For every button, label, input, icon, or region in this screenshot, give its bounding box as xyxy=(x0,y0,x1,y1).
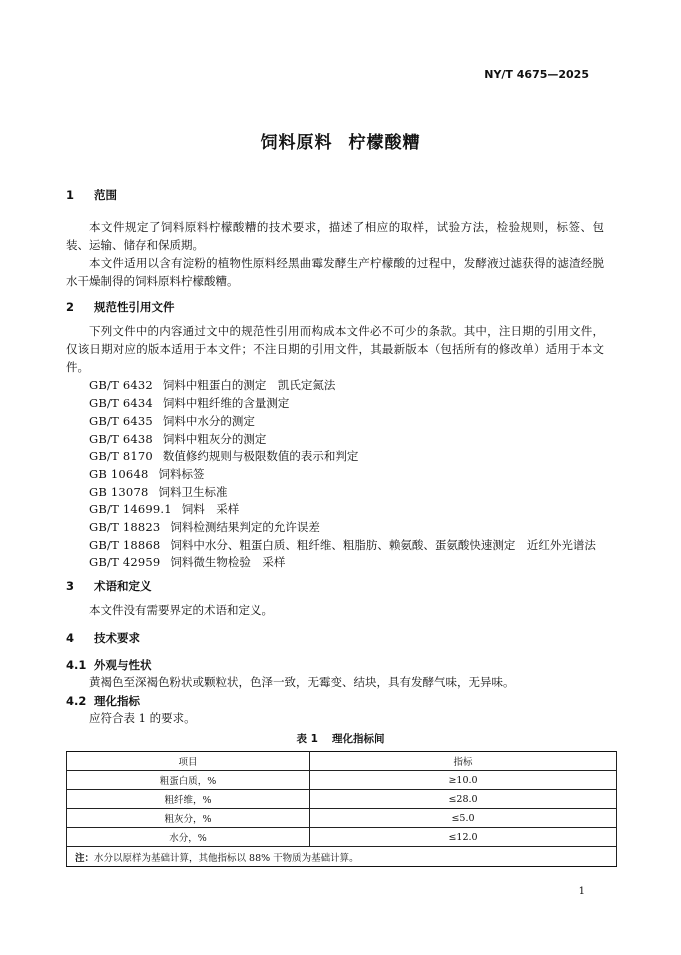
table-note xyxy=(67,847,617,867)
reference-item xyxy=(89,518,320,536)
reference-title: 饲料标签 xyxy=(158,467,205,481)
reference-item xyxy=(89,430,266,448)
table-cell: ≤12.0 xyxy=(310,828,617,847)
reference-title: 饲料检测结果判定的允许误差 xyxy=(170,520,320,534)
reference-title: 数值修约规则与极限数值的表示和判定 xyxy=(162,449,359,463)
indicator-table xyxy=(66,751,617,867)
reference-item xyxy=(89,483,227,501)
table-header-cell: 指标 xyxy=(310,752,617,771)
reference-item xyxy=(89,536,596,554)
reference-title: 饲料中粗蛋白的测定 凯氏定氮法 xyxy=(162,378,336,392)
table-header-cell: 项目 xyxy=(67,752,310,771)
section-1-paragraph-2: 本文件适用以含有淀粉的植物性原料经黑曲霉发酵生产柠檬酸的过程中，发酵液过滤获得的滤渣经脱水干燥制得的饲料原料柠檬酸糟。 xyxy=(66,256,604,288)
reference-code: GB/T 18823 xyxy=(89,520,161,534)
subsection-4-2-paragraph: 应符合表 1 的要求。 xyxy=(89,711,196,725)
section-1-paragraph-1: 本文件规定了饲料原料柠檬酸糟的技术要求，描述了相应的取样，试验方法，检验规则，标签、包装、运输、储存和保质期。 xyxy=(66,220,604,252)
table-cell: 粗灰分，% xyxy=(67,809,310,828)
table-cell: 粗纤维，% xyxy=(67,790,310,809)
section-2-heading xyxy=(66,299,175,315)
table-row xyxy=(67,771,617,790)
section-title: 理化指标 xyxy=(94,694,140,708)
reference-title: 饲料中水分、粗蛋白质、粗纤维、粗脂肪、赖氨酸、蛋氨酸快速测定 近红外光谱法 xyxy=(170,538,596,552)
table-cell: ≥10.0 xyxy=(310,771,617,790)
reference-code: GB/T 42959 xyxy=(89,555,161,569)
section-1-heading xyxy=(66,187,117,203)
title-part-2: 柠檬酸糟 xyxy=(348,133,421,153)
table-row xyxy=(67,809,617,828)
reference-code: GB/T 6438 xyxy=(89,432,153,446)
table-caption xyxy=(0,731,681,746)
reference-code: GB/T 14699.1 xyxy=(89,502,172,516)
subsection-4-2-heading xyxy=(66,693,140,709)
section-number: 4.1 xyxy=(66,658,87,672)
section-title: 术语和定义 xyxy=(94,579,152,593)
reference-item xyxy=(89,394,289,412)
section-2-paragraph-1: 下列文件中的内容通过文中的规范性引用而构成本文件必不可少的条款。其中，注日期的引用文件，仅该日期对应的版本适用于本文件；不注日期的引用文件，其最新版本（包括所有的修改单）适用于本文件。 xyxy=(66,324,604,374)
reference-title: 饲料中水分的测定 xyxy=(162,414,255,428)
section-title: 范围 xyxy=(94,188,117,202)
section-3-paragraph-1: 本文件没有需要界定的术语和定义。 xyxy=(89,603,273,617)
table-row xyxy=(67,790,617,809)
reference-title: 饲料微生物检验 采样 xyxy=(170,555,286,569)
section-title: 技术要求 xyxy=(94,631,140,645)
section-number: 3 xyxy=(66,579,75,593)
reference-item xyxy=(89,412,255,430)
table-caption-number: 表 1 xyxy=(296,733,318,745)
section-number: 1 xyxy=(66,188,75,202)
section-number: 2 xyxy=(66,300,75,314)
section-title: 规范性引用文件 xyxy=(94,300,175,314)
reference-title: 饲料 采样 xyxy=(181,502,240,516)
reference-item xyxy=(89,500,239,518)
standard-code: NY/T 4675—2025 xyxy=(484,68,589,81)
reference-code: GB 10648 xyxy=(89,467,149,481)
reference-code: GB/T 6434 xyxy=(89,396,153,410)
reference-code: GB/T 6435 xyxy=(89,414,153,428)
reference-code: GB/T 8170 xyxy=(89,449,153,463)
table-header-row xyxy=(67,752,617,771)
section-3-heading xyxy=(66,578,152,594)
reference-code: GB 13078 xyxy=(89,485,149,499)
subsection-4-1-heading xyxy=(66,657,152,673)
reference-item xyxy=(89,376,335,394)
reference-item xyxy=(89,553,285,571)
table-row xyxy=(67,828,617,847)
table-cell: ≤28.0 xyxy=(310,790,617,809)
table-note-label: 注： xyxy=(75,852,95,864)
table-cell: 水分，% xyxy=(67,828,310,847)
section-4-heading xyxy=(66,630,140,646)
page-number: 1 xyxy=(578,886,585,897)
table-cell: 粗蛋白质，% xyxy=(67,771,310,790)
page-title xyxy=(0,128,681,153)
section-number: 4.2 xyxy=(66,694,87,708)
table-note-text: 水分以原样为基础计算，其他指标以 88% 干物质为基础计算。 xyxy=(94,852,359,864)
table-caption-title: 理化指标间 xyxy=(331,733,385,745)
reference-title: 饲料中粗灰分的测定 xyxy=(162,432,267,446)
reference-code: GB/T 6432 xyxy=(89,378,153,392)
section-number: 4 xyxy=(66,631,75,645)
title-part-1: 饲料原料 xyxy=(260,133,333,153)
section-title: 外观与性状 xyxy=(94,658,152,672)
table-cell: ≤5.0 xyxy=(310,809,617,828)
table-note-row xyxy=(67,847,617,867)
reference-item xyxy=(89,447,358,465)
reference-item xyxy=(89,465,204,483)
subsection-4-1-paragraph: 黄褐色至深褐色粉状或颗粒状，色泽一致，无霉变、结块，具有发酵气味，无异味。 xyxy=(89,675,515,689)
reference-code: GB/T 18868 xyxy=(89,538,161,552)
reference-title: 饲料卫生标准 xyxy=(158,485,228,499)
reference-title: 饲料中粗纤维的含量测定 xyxy=(162,396,290,410)
